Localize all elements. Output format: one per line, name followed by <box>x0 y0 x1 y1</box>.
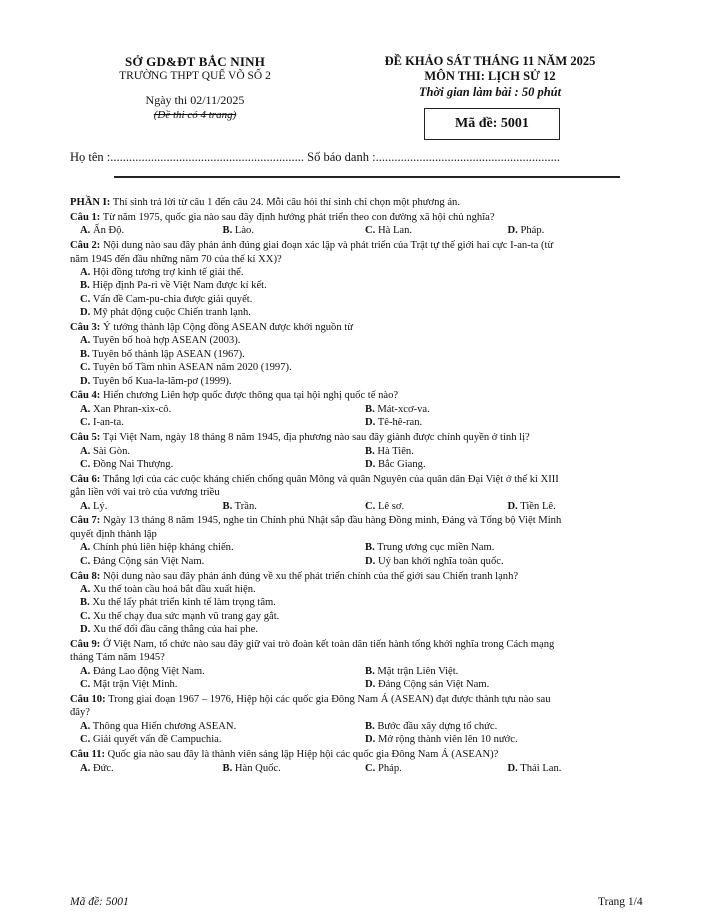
question-text: quyết định thành lập <box>70 528 157 540</box>
part-label: PHẦN I: <box>70 197 111 208</box>
answer-option-d[interactable] <box>508 500 651 513</box>
student-info-line <box>70 150 560 165</box>
option-letter: A. <box>80 225 91 237</box>
option-text: Chính phủ liên hiệp kháng chiến. <box>90 542 234 554</box>
question-text: đây? <box>70 707 90 719</box>
option-letter: D. <box>507 500 518 512</box>
option-text: Tuyên bố hoà hợp ASEAN (2003). <box>90 335 241 347</box>
option-text: Hà Tiên. <box>374 445 414 457</box>
options-row <box>70 416 650 429</box>
question-text: Thắng lợi của các cuộc kháng chiến chống quân Mông và quân Nguyên của quân dân Đại Việt ở thế kỉ XIII <box>100 473 559 485</box>
id-blank: ........................................................... <box>375 150 560 164</box>
option-letter: B. <box>222 225 233 237</box>
option-text: Bước đầu xây dựng tổ chức. <box>374 720 498 732</box>
option-letter: C. <box>80 555 91 567</box>
option-text: Xu thế lấy phát triển kinh tế làm trọng tâm. <box>89 597 276 609</box>
question-7 <box>70 514 650 568</box>
answer-option-c[interactable] <box>80 458 365 471</box>
options-row <box>70 720 650 733</box>
option-text: Bắc Giang. <box>375 458 426 470</box>
question-stem <box>70 693 650 706</box>
option-letter: A. <box>80 266 91 278</box>
question-label: Câu 8: <box>70 570 101 582</box>
option-text: Đảng Cộng sản Việt Nam. <box>375 679 490 691</box>
option-text: Đức. <box>90 762 114 774</box>
question-text: Nội dung nào sau đây phản ánh đúng giai đoạn xác lập và phát triển của Trật tự thế giới hai cực I-an-ta (từ <box>100 240 554 252</box>
question-label: Câu 7: <box>70 515 101 527</box>
options-row <box>70 445 650 458</box>
part-text: Thí sinh trả lời từ câu 1 đến câu 24. Mỗi câu hỏi thí sinh chỉ chọn một phương án. <box>110 197 460 208</box>
option-letter: A. <box>80 445 91 457</box>
option-letter: B. <box>80 597 90 609</box>
answer-option-a[interactable] <box>80 445 365 458</box>
option-letter: A. <box>80 583 91 595</box>
question-stem-continued <box>70 253 650 266</box>
name-blank: .............................................................. <box>110 150 305 164</box>
option-text: Thông qua Hiến chương ASEAN. <box>90 720 237 732</box>
answer-option-d[interactable] <box>508 762 651 775</box>
option-letter: B. <box>80 348 90 360</box>
option-letter: A. <box>80 720 91 732</box>
option-letter: D. <box>365 679 376 691</box>
option-text: Thái Lan. <box>517 762 562 774</box>
option-text: Trần. <box>232 500 257 512</box>
question-stem-continued <box>70 528 650 541</box>
header-divider <box>114 176 620 178</box>
header-left <box>95 54 295 122</box>
option-letter: A. <box>80 500 91 512</box>
answer-option-d[interactable] <box>80 307 251 318</box>
option-text: Mặt trận Việt Minh. <box>90 679 178 691</box>
option-text: Xan Phran-xix-cô. <box>90 403 172 415</box>
options-row <box>70 623 650 636</box>
option-letter: B. <box>365 403 375 415</box>
answer-option-a[interactable] <box>80 403 365 416</box>
option-letter: C. <box>80 458 91 470</box>
question-8 <box>70 570 650 637</box>
option-text: Hàn Quốc. <box>232 762 281 774</box>
option-text: Vấn đề Cam-pu-chia được giải quyết. <box>90 293 253 305</box>
question-2 <box>70 239 650 319</box>
answer-option-a[interactable] <box>80 665 365 678</box>
option-letter: A. <box>80 335 91 347</box>
question-10 <box>70 693 650 747</box>
answer-option-c[interactable] <box>80 678 365 691</box>
exam-duration: Thời gian làm bài : 50 phút <box>418 85 562 99</box>
option-text: Đảng Cộng sản Việt Nam. <box>90 555 205 567</box>
option-text: Xu thế chạy đua sức mạnh vũ trang gay gắt. <box>90 610 280 622</box>
question-stem <box>70 239 650 252</box>
question-stem <box>70 321 650 334</box>
options-row <box>70 665 650 678</box>
options-row <box>70 266 650 279</box>
option-letter: B. <box>365 542 375 554</box>
answer-option-d[interactable] <box>365 458 650 471</box>
option-letter: C. <box>80 679 91 691</box>
options-row <box>70 541 650 554</box>
options-row <box>70 334 650 347</box>
option-letter: D. <box>80 375 91 387</box>
answer-option-b[interactable] <box>80 280 267 291</box>
option-letter: A. <box>80 403 91 415</box>
question-stem <box>70 431 650 444</box>
options-row <box>70 224 650 237</box>
answer-option-c[interactable] <box>365 762 508 775</box>
option-letter: C. <box>365 500 376 512</box>
name-label: Họ tên : <box>70 150 111 164</box>
option-letter: C. <box>80 734 91 746</box>
option-letter: B. <box>365 720 375 732</box>
question-text: Trong giai đoạn 1967 – 1976, Hiệp hội các quốc gia Đông Nam Á (ASEAN) đạt được thành tựu nào sau <box>105 694 551 706</box>
answer-option-b[interactable] <box>80 597 276 608</box>
question-stem <box>70 389 650 402</box>
option-text: Tuyên bố Kua-la-lăm-pơ (1999). <box>90 375 232 387</box>
answer-option-c[interactable] <box>80 733 365 746</box>
options-row <box>70 375 650 388</box>
option-text: Xu thế toàn cầu hoá bắt đầu xuất hiện. <box>90 583 256 595</box>
answer-option-d[interactable] <box>365 733 650 746</box>
question-text: Nội dung nào sau đây phản ánh đúng về xu thế phát triển chính của thế giới sau Chiến tranh lạnh? <box>100 570 519 582</box>
question-4 <box>70 389 650 429</box>
question-text: Ở Việt Nam, tổ chức nào sau đây giữ vai trò đoàn kết toàn dân tiến hành tổng khởi nghĩa trong Cách mạng <box>100 639 555 650</box>
question-stem <box>70 211 650 224</box>
option-text: Hội đồng tương trợ kinh tế giải thể. <box>90 266 244 278</box>
option-letter: D. <box>365 555 376 567</box>
answer-option-c[interactable] <box>80 294 252 305</box>
option-text: Mát-xcơ-va. <box>374 403 430 415</box>
question-1 <box>70 211 650 238</box>
option-text: Tê-hê-ran. <box>375 417 423 429</box>
answer-option-d[interactable] <box>508 224 651 237</box>
option-letter: C. <box>365 225 376 237</box>
question-label: Câu 5: <box>70 432 101 444</box>
question-text: Ngày 13 tháng 8 năm 1945, nghe tin Chính phủ Nhật sắp đầu hàng Đồng minh, Đảng và Tổng bộ Việt Minh <box>100 515 562 527</box>
question-stem-continued <box>70 706 650 719</box>
option-text: Tiền Lê. <box>517 500 556 512</box>
option-letter: D. <box>507 225 518 237</box>
question-stem-continued <box>70 651 650 664</box>
option-letter: B. <box>365 445 375 457</box>
footer-page-number: Trang 1/4 <box>598 896 643 908</box>
answer-option-a[interactable] <box>80 335 240 346</box>
option-text: I-an-ta. <box>90 417 124 429</box>
answer-option-b[interactable] <box>365 720 650 733</box>
options-row <box>70 733 650 746</box>
option-letter: A. <box>80 542 91 554</box>
option-letter: A. <box>80 762 91 774</box>
options-row <box>70 361 650 374</box>
answer-option-c[interactable] <box>80 416 365 429</box>
option-letter: D. <box>365 417 376 429</box>
page-count-note: (Đề thi có 4 trang) <box>153 108 237 121</box>
question-label: Câu 6: <box>70 473 101 485</box>
option-letter: C. <box>365 762 376 774</box>
answer-option-c[interactable] <box>80 555 365 568</box>
option-letter: C. <box>80 293 91 305</box>
answer-option-c[interactable] <box>80 611 279 622</box>
question-text: Hiến chương Liên hợp quốc được thông qua tại hội nghị quốc tế nào? <box>100 390 399 402</box>
option-text: Pháp. <box>375 762 402 774</box>
exam-code-box <box>424 108 560 140</box>
question-stem <box>70 748 650 761</box>
answer-option-b[interactable] <box>365 541 650 554</box>
header-right <box>365 54 615 100</box>
answer-option-b[interactable] <box>223 762 366 775</box>
option-letter: A. <box>80 665 91 677</box>
option-text: Đảng Lao động Việt Nam. <box>90 665 205 677</box>
answer-option-b[interactable] <box>80 349 245 360</box>
option-letter: D. <box>80 307 91 319</box>
option-text: Uỷ ban khởi nghĩa toàn quốc. <box>375 555 504 567</box>
question-stem-continued <box>70 486 650 499</box>
option-text: Tuyên bố Tầm nhìn ASEAN năm 2020 (1997). <box>90 362 292 374</box>
question-text: gắn liền với vai trò của vương triều <box>70 487 220 499</box>
options-row <box>70 610 650 623</box>
question-9 <box>70 638 650 692</box>
option-letter: B. <box>365 665 375 677</box>
answer-option-a[interactable] <box>80 224 223 237</box>
option-text: Sài Gòn. <box>90 445 131 457</box>
question-label: Câu 10: <box>70 694 106 706</box>
option-text: Ấn Độ. <box>90 225 125 237</box>
option-text: Giải quyết vấn đề Campuchia. <box>90 734 222 746</box>
answer-option-c[interactable] <box>365 224 508 237</box>
options-row <box>70 678 650 691</box>
option-text: Lê sơ. <box>375 500 405 512</box>
option-text: Lý. <box>90 500 108 512</box>
question-label: Câu 3: <box>70 322 101 334</box>
question-stem <box>70 473 650 486</box>
option-text: Trung ương cục miền Nam. <box>374 542 495 554</box>
options-row <box>70 555 650 568</box>
answer-option-d[interactable] <box>365 678 650 691</box>
question-text: Quốc gia nào sau đây là thành viên sáng lập Hiệp hội các quốc gia Đông Nam Á (ASEAN)? <box>105 749 499 761</box>
footer-exam-code: Mã đề: 5001 <box>70 896 129 908</box>
answer-option-d[interactable] <box>365 555 650 568</box>
options-row <box>70 596 650 609</box>
school-name: TRƯỜNG THPT QUẾ VÕ SỐ 2 <box>119 69 271 82</box>
option-letter: D. <box>507 762 518 774</box>
question-text: năm 1945 đến đầu những năm 70 của thế kỉ XX)? <box>70 253 282 265</box>
question-stem <box>70 514 650 527</box>
option-text: Hiệp định Pa-ri về Việt Nam được kí kết. <box>89 280 267 292</box>
answer-option-b[interactable] <box>365 403 650 416</box>
exam-date: Ngày thi 02/11/2025 <box>145 93 245 108</box>
questions-content <box>70 196 650 775</box>
options-row <box>70 762 650 775</box>
options-row <box>70 403 650 416</box>
question-text: Từ năm 1975, quốc gia nào sau đây định hướng phát triển theo con đường xã hội chủ nghĩa? <box>100 211 495 223</box>
option-letter: C. <box>80 610 91 622</box>
option-text: Mở rộng thành viên lên 10 nước. <box>375 734 518 746</box>
exam-title: ĐỀ KHẢO SÁT THÁNG 11 NĂM 2025 <box>384 54 596 68</box>
exam-code: Mã đề: 5001 <box>455 116 529 131</box>
answer-option-b[interactable] <box>365 665 650 678</box>
option-letter: B. <box>222 762 233 774</box>
answer-option-a[interactable] <box>80 267 244 278</box>
options-row <box>70 279 650 292</box>
question-text: Tại Việt Nam, ngày 18 tháng 8 năm 1945, địa phương nào sau đây giành được chính quyền ở tỉnh lị? <box>100 432 530 444</box>
options-row <box>70 458 650 471</box>
id-label: Số báo danh : <box>307 150 376 164</box>
option-letter: D. <box>365 458 376 470</box>
answer-option-c[interactable] <box>80 362 292 373</box>
answer-option-a[interactable] <box>80 541 365 554</box>
option-text: Lào. <box>232 225 254 237</box>
answer-option-b[interactable] <box>223 224 366 237</box>
answer-option-d[interactable] <box>365 416 650 429</box>
answer-option-d[interactable] <box>80 624 258 635</box>
option-text: Pháp. <box>517 225 545 237</box>
answer-option-d[interactable] <box>80 376 232 387</box>
option-text: Đồng Nai Thượng. <box>90 458 174 470</box>
option-letter: C. <box>80 417 91 429</box>
question-text: tháng Tám năm 1945? <box>70 652 165 664</box>
question-stem <box>70 638 650 651</box>
question-label: Câu 9: <box>70 639 101 650</box>
option-letter: D. <box>365 734 376 746</box>
option-letter: B. <box>80 280 90 292</box>
answer-option-a[interactable] <box>80 584 256 595</box>
option-letter: C. <box>80 362 91 374</box>
option-text: Tuyên bố thành lập ASEAN (1967). <box>89 348 245 360</box>
question-11 <box>70 748 650 775</box>
department-name: SỞ GD&ĐT BẮC NINH <box>124 54 266 69</box>
options-row <box>70 293 650 306</box>
question-stem <box>70 570 650 583</box>
answer-option-b[interactable] <box>223 500 366 513</box>
question-5 <box>70 431 650 471</box>
answer-option-a[interactable] <box>80 762 223 775</box>
answer-option-c[interactable] <box>365 500 508 513</box>
answer-option-a[interactable] <box>80 500 223 513</box>
answer-option-b[interactable] <box>365 445 650 458</box>
answer-option-a[interactable] <box>80 720 365 733</box>
question-label: Câu 1: <box>70 211 101 223</box>
question-text: Ý tưởng thành lập Cộng đồng ASEAN được khởi nguồn từ <box>100 322 353 334</box>
option-text: Hà Lan. <box>375 225 413 237</box>
option-text: Mặt trận Liên Việt. <box>374 665 459 677</box>
option-letter: B. <box>222 500 233 512</box>
options-row <box>70 583 650 596</box>
option-letter: D. <box>80 624 91 636</box>
option-text: Xu thế đối đầu căng thẳng của hai phe. <box>90 624 258 636</box>
options-row <box>70 306 650 319</box>
question-label: Câu 2: <box>70 240 101 252</box>
question-3 <box>70 321 650 388</box>
question-label: Câu 4: <box>70 390 101 402</box>
exam-subject: MÔN THI: LỊCH SỬ 12 <box>424 69 556 83</box>
options-row <box>70 500 650 513</box>
option-text: Mỹ phát động cuộc Chiến tranh lạnh. <box>90 307 251 319</box>
question-6 <box>70 473 650 513</box>
part-instruction <box>70 196 650 209</box>
question-label: Câu 11: <box>70 749 106 761</box>
options-row <box>70 348 650 361</box>
